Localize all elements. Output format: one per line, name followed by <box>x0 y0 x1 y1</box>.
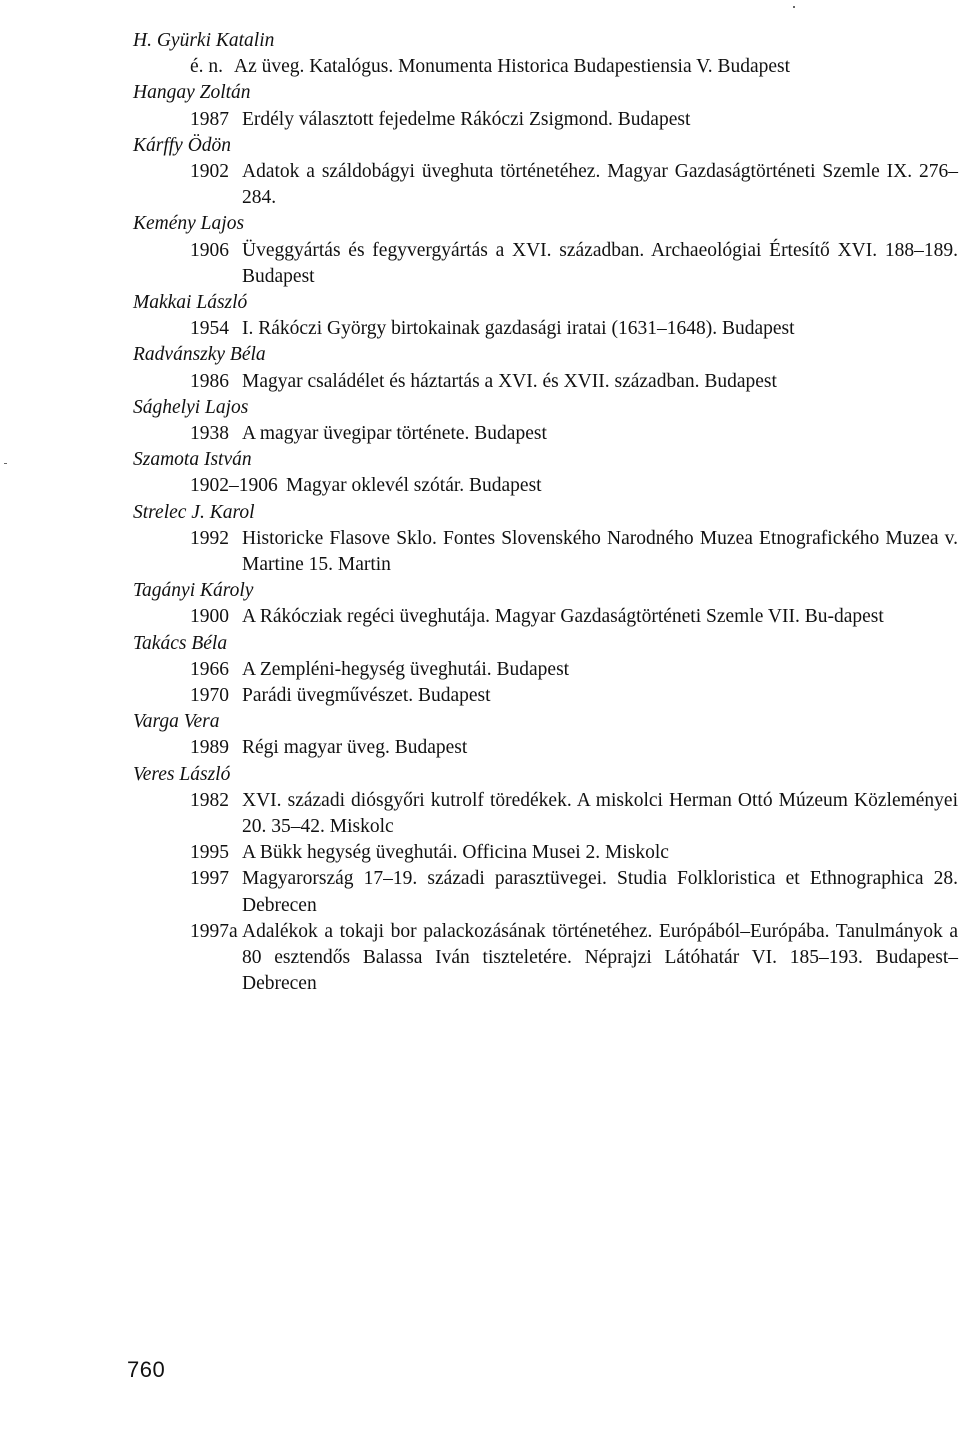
author-name: Radvánszky Béla <box>133 344 266 366</box>
work-item <box>190 54 958 80</box>
bibliography-entry <box>133 500 958 579</box>
author-name: Strelec J. Karol <box>133 501 255 523</box>
work-year: 1989 <box>190 737 229 759</box>
work-citation: Historicke Flasove Sklo. Fontes Slovenského Narodného Muzea Etnografického Muzea v. Martine 15. Martin <box>242 527 958 575</box>
work-citation: Magyar oklevél szótár. Budapest <box>286 475 542 497</box>
work-citation: Adatok a száldobágyi üveghuta történetéhez. Magyar Gazdaságtörténeti Szemle IX. 276–284. <box>242 160 958 209</box>
work-year: 1992 <box>190 527 229 549</box>
work-year: 1966 <box>190 658 229 680</box>
work-year: 1902 <box>190 160 229 182</box>
scan-speck <box>793 6 795 8</box>
work-item <box>190 657 958 683</box>
bibliography-entry <box>133 447 958 499</box>
work-year: 1954 <box>190 318 229 340</box>
work-citation: I. Rákóczi György birtokainak gazdasági iratai (1631–1648). Budapest <box>242 318 795 340</box>
author-name: H. Gyürki Katalin <box>133 30 275 51</box>
author-name: Varga Vera <box>133 711 220 733</box>
author-name: Szamota István <box>133 449 252 471</box>
work-item <box>190 735 958 761</box>
work-item <box>190 683 958 709</box>
work-citation: A Rákócziak regéci üveghutája. Magyar Gazdaságtörténeti Szemle VII. Bu-dapest <box>242 606 884 628</box>
work-citation: Erdély választott fejedelme Rákóczi Zsigmond. Budapest <box>242 108 691 130</box>
work-year: 1906 <box>190 239 229 261</box>
work-year: 1997 <box>190 868 229 890</box>
work-year: 1986 <box>190 370 229 392</box>
work-item <box>190 238 958 290</box>
work-item <box>190 840 958 866</box>
page-number: 760 <box>127 1357 166 1382</box>
work-citation: A magyar üvegipar története. Budapest <box>242 422 547 444</box>
work-citation: Parádi üvegművészet. Budapest <box>242 684 491 706</box>
bibliography-entry <box>133 211 958 290</box>
author-name: Makkai László <box>133 291 248 313</box>
work-year: 1995 <box>190 842 229 864</box>
work-year: 1982 <box>190 789 229 811</box>
author-name: Takács Béla <box>133 632 228 654</box>
work-citation: Magyar családélet és háztartás a XVI. és XVII. században. Budapest <box>242 370 777 392</box>
work-item <box>190 473 958 499</box>
work-citation: XVI. századi diósgyőri kutrolf töredékek. A miskolci Herman Ottó Múzeum Közleményei 20. 35–42. Miskolc <box>242 789 958 837</box>
work-citation: A Zempléni-hegység üveghutái. Budapest <box>242 658 570 680</box>
author-name: Kemény Lajos <box>133 213 245 235</box>
work-year: 1902–1906 <box>190 475 278 497</box>
bibliography <box>133 28 958 997</box>
work-item <box>190 316 958 342</box>
work-year: 1900 <box>190 606 229 628</box>
bibliography-entry <box>133 28 958 80</box>
work-year: 1997a <box>190 920 238 942</box>
work-year: 1938 <box>190 422 229 444</box>
bibliography-entry <box>133 709 958 761</box>
author-name: Sághelyi Lajos <box>133 396 249 418</box>
work-item <box>190 866 958 918</box>
work-item <box>190 604 958 630</box>
work-citation: Magyarország 17–19. századi parasztüvegei. Studia Folkloristica et Ethnographica 28. Debrecen <box>242 868 958 916</box>
work-citation: Adalékok a tokaji bor palackozásának történetéhez. Európából–Európába. Tanulmányok a 80 esztendős Balassa Iván tiszteletére. Néprajzi Látóhatár VI. 185–193. Budapest–Debrecen <box>242 920 958 995</box>
author-name: Hangay Zoltán <box>133 82 251 104</box>
work-item <box>190 421 958 447</box>
bibliography-entry <box>133 762 958 998</box>
work-item <box>190 919 958 998</box>
bibliography-entry <box>133 395 958 447</box>
work-item <box>190 526 958 578</box>
bibliography-entry <box>133 80 958 132</box>
work-year: 1987 <box>190 108 229 130</box>
work-item <box>190 788 958 840</box>
author-name: Veres László <box>133 763 231 785</box>
author-name: Kárffy Ödön <box>133 134 232 156</box>
work-citation: A Bükk hegység üveghutái. Officina Musei 2. Miskolc <box>242 842 669 864</box>
bibliography-entry <box>133 631 958 710</box>
work-year: 1970 <box>190 684 229 706</box>
work-item <box>190 159 958 211</box>
work-citation: Régi magyar üveg. Budapest <box>242 737 468 759</box>
scan-speck <box>4 463 7 464</box>
bibliography-entry <box>133 342 958 394</box>
work-citation: Üveggyártás és fegyvergyártás a XVI. században. Archaeológiai Értesítő XVI. 188–189. Budapest <box>242 239 958 287</box>
bibliography-entry <box>133 133 958 212</box>
bibliography-entry <box>133 578 958 630</box>
work-year: é. n. <box>190 56 224 78</box>
work-item <box>190 369 958 395</box>
work-citation: Az üveg. Katalógus. Monumenta Historica Budapestiensia V. Budapest <box>234 56 791 78</box>
work-item <box>190 107 958 133</box>
author-name: Tagányi Károly <box>133 580 254 602</box>
bibliography-entry <box>133 290 958 342</box>
